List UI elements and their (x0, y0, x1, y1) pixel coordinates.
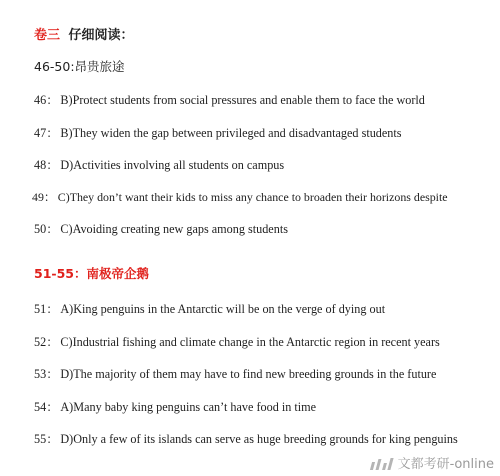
answer-line (34, 430, 458, 447)
passage2-heading: 51-55：南极帝企鹅 (34, 266, 149, 281)
answer-text: B)They widen the gap between privileged and disadvantaged students (60, 126, 402, 140)
answer-number: 50： (34, 222, 59, 236)
answer-number: 47： (34, 126, 59, 140)
answer-text: A)Many baby king penguins can’t have food in time (60, 400, 317, 414)
answer-text: C)They don’t want their kids to miss any chance to broaden their horizons despite (57, 190, 448, 204)
section-title: 仔细阅读： (68, 28, 134, 43)
answer-line (34, 300, 385, 317)
answer-text: C)Avoiding creating new gaps among students (60, 222, 288, 236)
answer-number: 49： (32, 190, 56, 204)
answer-line (34, 91, 425, 108)
answer-number: 51： (34, 302, 59, 316)
answer-text: D)Only a few of its islands can serve as huge breeding grounds for king penguins (60, 432, 458, 446)
answer-text: C)Industrial fishing and climate change in the Antarctic region in recent years (60, 335, 440, 349)
answer-line (34, 156, 284, 173)
watermark (369, 453, 494, 472)
answer-text: D)Activities involving all students on campus (60, 158, 285, 172)
answer-number: 52： (34, 335, 59, 349)
section-label: 卷三 (34, 28, 61, 43)
answer-line (34, 398, 316, 415)
answer-number: 53： (34, 367, 59, 381)
watermark-logo-icon (369, 456, 395, 470)
answer-text: B)Protect students from social pressures and enable them to face the world (60, 93, 425, 107)
answer-number: 55： (34, 432, 59, 446)
answer-text: A)King penguins in the Antarctic will be on the verge of dying out (60, 302, 386, 316)
answer-line (34, 333, 440, 350)
passage1-heading: 46-50:昂贵旅途 (34, 59, 125, 74)
section-header (34, 24, 134, 43)
answer-number: 48： (34, 158, 59, 172)
answer-line (34, 124, 402, 141)
answer-line (32, 188, 448, 205)
answer-number: 46： (34, 93, 59, 107)
answer-number: 54： (34, 400, 59, 414)
answer-line (34, 365, 436, 382)
answer-line (34, 220, 288, 237)
watermark-text: 文都考研-online (397, 457, 494, 472)
answer-text: D)The majority of them may have to find new breeding grounds in the future (60, 367, 437, 381)
